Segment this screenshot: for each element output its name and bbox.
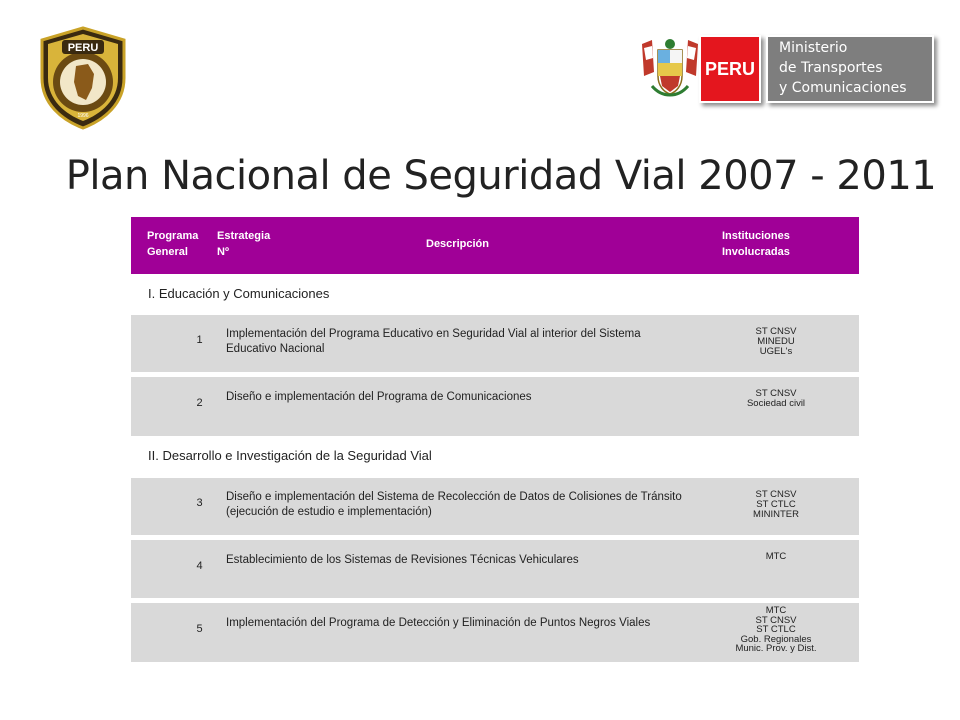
row-institutions	[686, 490, 866, 520]
peru-badge	[699, 35, 761, 103]
institution: Sociedad civil	[746, 398, 806, 409]
table-row	[131, 377, 859, 436]
col-programa-line-1: Programa	[147, 230, 199, 242]
ministry-line-3: y Comunicaciones	[779, 80, 907, 96]
col-estrategia-line-1: Estrategia	[217, 230, 271, 242]
section-title-1: I. Educación y Comunicaciones	[148, 286, 330, 301]
table-row	[131, 315, 859, 372]
table-header	[131, 217, 859, 274]
institution: ST CTLC	[756, 624, 796, 635]
institution: Munic. Prov. y Dist.	[735, 643, 817, 654]
logo-peru-text: PERU	[67, 42, 99, 54]
row-institutions	[686, 389, 866, 409]
col-instituciones-header	[722, 228, 790, 260]
col-estrategia-header	[217, 228, 270, 260]
col-estrategia-line-2: Nº	[217, 246, 229, 258]
coat-of-arms-icon	[638, 36, 702, 102]
row-institutions	[686, 327, 866, 357]
row-number: 1	[196, 334, 203, 346]
peru-badge-label: PERU	[704, 58, 755, 79]
table-row	[131, 603, 859, 662]
row-description: Implementación del Programa Educativo en Seguridad Vial al interior del Sistema Educativo Nacional	[226, 328, 641, 355]
institution: Gob. Regionales	[740, 633, 812, 645]
row-number: 2	[196, 397, 203, 409]
row-number: 3	[196, 497, 203, 509]
row-number: 5	[196, 623, 203, 635]
row-description: Implementación del Programa de Detección y Eliminación de Puntos Negros Viales	[226, 617, 651, 629]
institution: MTC	[765, 605, 787, 616]
section-title-2: II. Desarrollo e Investigación de la Seguridad Vial	[148, 448, 432, 463]
col-descripcion-header: Descripción	[426, 238, 489, 250]
row-institutions	[686, 552, 866, 562]
institution: ST CNSV	[755, 388, 797, 399]
table-row	[131, 478, 859, 535]
row-description: Establecimiento de los Sistemas de Revisiones Técnicas Vehiculares	[226, 554, 579, 566]
institution: ST CNSV	[755, 614, 797, 626]
institution: ST CTLC	[756, 499, 796, 510]
col-instituciones-line-1: Instituciones	[722, 230, 790, 242]
row-institutions	[686, 606, 866, 654]
row-description: Diseño e implementación del Sistema de Recolección de Datos de Colisiones de Tránsito (ejecución de estudio e implementación)	[226, 491, 682, 518]
ministry-line-1: Ministerio	[779, 40, 848, 56]
col-programa-header	[147, 228, 198, 260]
institution: MINEDU	[757, 336, 795, 347]
ministry-line-2: de Transportes	[779, 60, 883, 76]
logo-year-text: 1996	[77, 113, 89, 119]
institution: ST CNSV	[755, 489, 797, 500]
institution: ST CNSV	[755, 326, 797, 337]
row-description: Diseño e implementación del Programa de Comunicaciones	[226, 391, 532, 403]
row-number: 4	[196, 560, 203, 572]
cnsv-logo	[38, 26, 128, 130]
ministry-badge	[766, 35, 934, 103]
col-programa-line-2: General	[147, 246, 188, 258]
institution: MTC	[765, 551, 787, 562]
page-title: Plan Nacional de Seguridad Vial 2007 - 2011	[65, 153, 937, 199]
institution: MININTER	[753, 509, 799, 520]
institution: UGEL's	[759, 346, 793, 357]
col-instituciones-line-2: Involucradas	[722, 246, 790, 258]
table-row	[131, 540, 859, 598]
